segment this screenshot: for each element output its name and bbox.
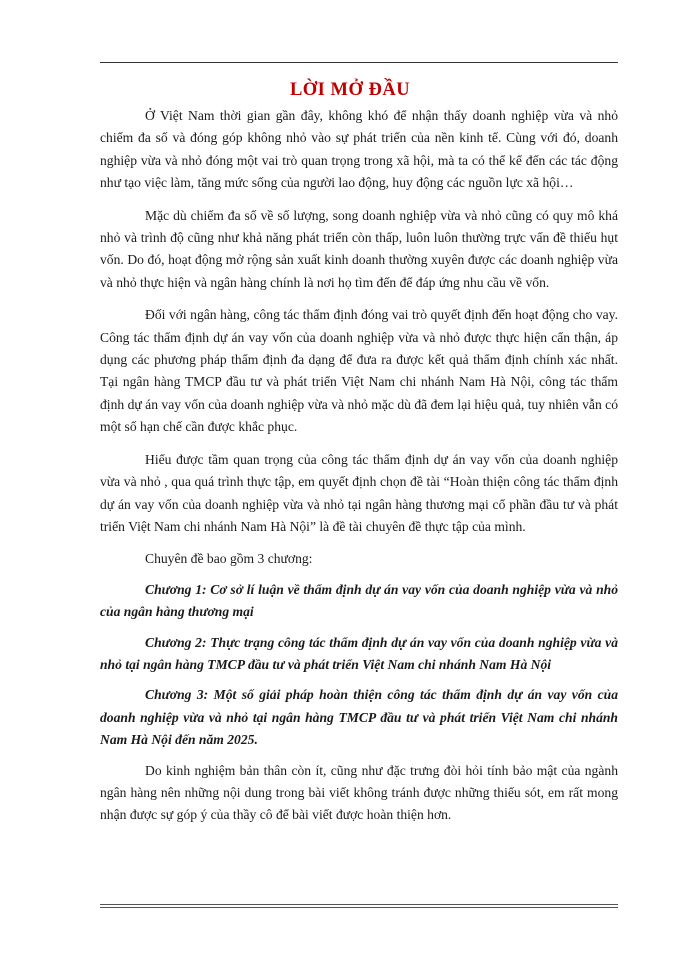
paragraph-3: Đối với ngân hàng, công tác thẩm định đóng vai trò quyết định đến hoạt động cho vay. Công tác thẩm định dự án vay vốn của doanh nghiệp vừa và nhỏ được thực hiện cẩn thận, áp dụng các phương pháp thẩm định đa dạng để đưa ra được kết quả thẩm định chính xác nhất. Tại ngân hàng TMCP đầu tư và phát triển Việt Nam chi nhánh Nam Hà Nội, công tác thẩm định dự án vay vốn của doanh nghiệp vừa và nhỏ mặc dù đã đem lại hiệu quả, tuy nhiên vẫn có một số hạn chế cần được khắc phục. (100, 307, 618, 435)
footer-rule-double (100, 907, 618, 908)
chapter-2: Chương 2: Thực trạng công tác thẩm định dự án vay vốn của doanh nghiệp vừa và nhỏ tại ngân hàng TMCP đầu tư và phát triển Việt Nam chi nhánh Nam Hà Nội (100, 634, 618, 672)
footer-rule (100, 904, 618, 905)
header-rule (100, 62, 618, 63)
document-body (100, 105, 618, 837)
paragraph-2: Mặc dù chiếm đa số về số lượng, song doanh nghiệp vừa và nhỏ cũng có quy mô khá nhỏ và trình độ cũng như khả năng phát triển còn thấp, luôn luôn thường trực vấn đề thiếu hụt vốn. Do đó, hoạt động mở rộng sản xuất kinh doanh thường xuyên được các doanh nghiệp vừa và nhỏ thực hiện và ngân hàng chính là nơi họ tìm đến để đáp ứng nhu cầu về vốn. (100, 207, 618, 290)
chapter-3: Chương 3: Một số giải pháp hoàn thiện công tác thẩm định dự án vay vốn của doanh nghiệp vừa và nhỏ tại ngân hàng TMCP đầu tư và phát triển Việt Nam chi nhánh Nam Hà Nội đến năm 2025. (100, 687, 618, 748)
paragraph-4: Hiểu được tầm quan trọng của công tác thẩm định dự án vay vốn của doanh nghiệp vừa và nhỏ , qua quá trình thực tập, em quyết định chọn đề tài “Hoàn thiện công tác thẩm định dự án vay vốn của doanh nghiệp vừa và nhỏ tại ngân hàng thương mại cổ phần đầu tư và phát triển Việt Nam chi nhánh Nam Hà Nội” là đề tài chuyên đề thực tập của mình. (100, 451, 618, 534)
page-title: LỜI MỞ ĐẦU (289, 80, 411, 100)
chapter-1: Chương 1: Cơ sở lí luận về thẩm định dự án vay vốn của doanh nghiệp vừa và nhỏ của ngân hàng thương mại (100, 581, 618, 620)
closing-paragraph: Do kinh nghiệm bản thân còn ít, cũng như đặc trưng đòi hỏi tính bảo mật của ngành ngân hàng nên những nội dung trong bài viết không tránh được những thiếu sót, em rất mong nhận được sự góp ý của thầy cô để bài viết được hoàn thiện hơn. (100, 762, 618, 823)
paragraph-1: Ở Việt Nam thời gian gần đây, không khó để nhận thấy doanh nghiệp vừa và nhỏ chiếm đa số và đóng góp không nhỏ vào sự phát triển của nền kinh tế. Cùng với đó, doanh nghiệp vừa và nhỏ đóng một vai trò quan trọng trong xã hội, mà ta có thể kể đến các tác động như tạo việc làm, tăng mức sống của người lao động, huy động các nguồn lực xã hội… (100, 108, 618, 191)
chapters-intro: Chuyên đề bao gồm 3 chương: (145, 551, 313, 567)
